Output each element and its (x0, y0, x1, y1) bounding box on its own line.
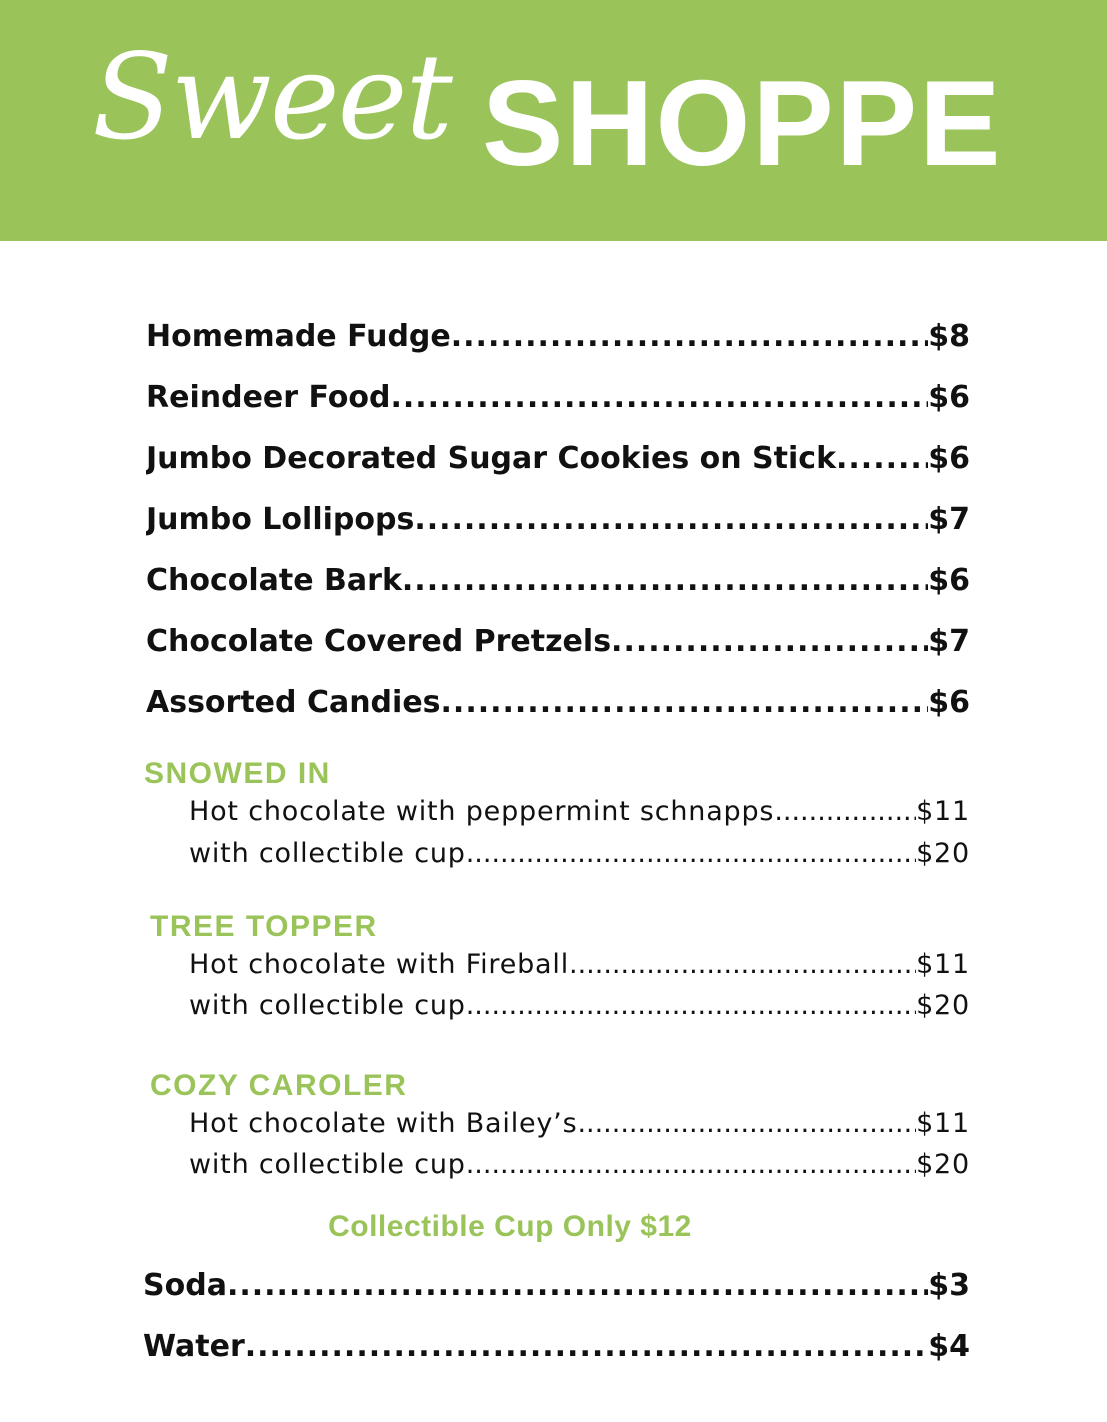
item-name: Homemade Fudge (146, 319, 451, 354)
title-script: Sweet (92, 28, 451, 166)
drink-item (143, 1268, 970, 1308)
item-price: $20 (916, 1149, 970, 1180)
item-price: $6 (928, 380, 970, 415)
menu-item (146, 685, 970, 725)
menu-item (146, 502, 970, 542)
section-title-snowed-in: SNOWED IN (144, 757, 331, 790)
header-banner (0, 0, 1107, 241)
item-name: Soda (143, 1268, 227, 1303)
item-name: with collectible cup (189, 838, 466, 869)
drink-item (143, 1329, 970, 1369)
item-price: $20 (916, 838, 970, 869)
collectible-cup-note: Collectible Cup Only $12 (328, 1210, 692, 1243)
leader-dots (466, 990, 916, 1021)
special-item (189, 990, 970, 1026)
special-item (189, 1149, 970, 1185)
item-price: $11 (916, 1108, 970, 1139)
item-name: Chocolate Bark (146, 563, 402, 598)
item-price: $4 (928, 1329, 970, 1364)
leader-dots (836, 441, 928, 476)
item-price: $11 (916, 796, 970, 827)
title-bold: SHOPPE (482, 55, 1003, 191)
item-price: $11 (916, 949, 970, 980)
item-name: Jumbo Lollipops (146, 502, 415, 537)
leader-dots (402, 563, 928, 598)
menu-item (146, 624, 970, 664)
item-price: $7 (928, 502, 970, 537)
section-title-cozy-caroler: COZY CAROLER (150, 1069, 408, 1102)
menu-item (146, 441, 970, 481)
special-item (189, 838, 970, 874)
menu-item (146, 563, 970, 603)
leader-dots (441, 685, 929, 720)
leader-dots (390, 380, 928, 415)
item-price: $3 (928, 1268, 970, 1303)
item-price: $6 (928, 441, 970, 476)
leader-dots (414, 502, 928, 537)
item-name: Reindeer Food (146, 380, 391, 415)
item-name: Jumbo Decorated Sugar Cookies on Stick (146, 441, 837, 476)
item-name: with collectible cup (189, 990, 466, 1021)
leader-dots (227, 1268, 928, 1303)
leader-dots (569, 949, 916, 980)
leader-dots (774, 796, 916, 827)
item-price: $6 (928, 563, 970, 598)
leader-dots (466, 1149, 916, 1180)
item-name: Hot chocolate with peppermint schnapps (189, 796, 775, 827)
leader-dots (245, 1329, 929, 1364)
item-name: Hot chocolate with Bailey’s (189, 1108, 578, 1139)
special-item (189, 949, 970, 985)
item-price: $7 (928, 624, 970, 659)
menu-item (146, 380, 970, 420)
item-name: Hot chocolate with Fireball (189, 949, 569, 980)
item-price: $20 (916, 990, 970, 1021)
special-item (189, 1108, 970, 1144)
special-item (189, 796, 970, 832)
leader-dots (577, 1108, 916, 1139)
item-name: Chocolate Covered Pretzels (146, 624, 612, 659)
item-name: Assorted Candies (146, 685, 441, 720)
leader-dots (611, 624, 928, 659)
section-title-tree-topper: TREE TOPPER (150, 910, 378, 943)
item-name: with collectible cup (189, 1149, 466, 1180)
item-price: $6 (928, 685, 970, 720)
item-price: $8 (928, 319, 970, 354)
menu-item (146, 319, 970, 359)
item-name: Water (143, 1329, 245, 1364)
leader-dots (451, 319, 929, 354)
leader-dots (466, 838, 916, 869)
